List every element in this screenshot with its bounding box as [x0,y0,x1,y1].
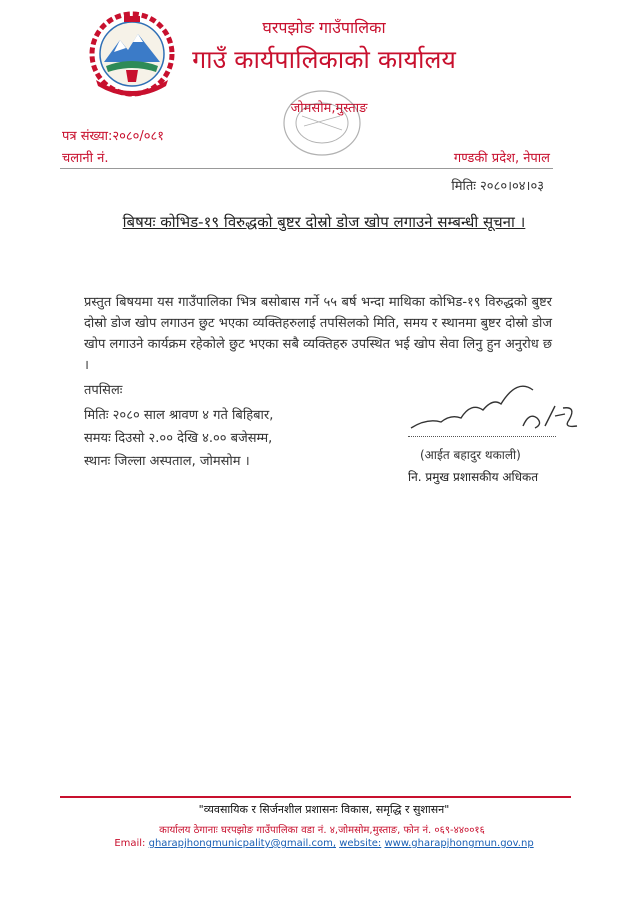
subject-line: बिषयः कोभिड-१९ विरुद्धको बुष्टर दोस्रो डोज खोप लगाउने सम्बन्धी सूचना । [122,213,526,231]
body-paragraph: प्रस्तुत बिषयमा यस गाउँपालिका भित्र बसोबास गर्ने ५५ बर्ष भन्दा माथिका कोभिड-१९ विरुद्धको बुष्टर दोस्रो डोज खोप लगाउन छुट भएका व्यक्तिहरुलाई तपसिलको मिति, समय र स्थानमा बुष्टर दोस्रो डोज खोप लगाउने कार्यक्रम रहेकोले छुट भएका सबै व्यक्तिहरु उपस्थित भई खोप सेवा लिनु हुन अनुरोध छ । [84,295,552,373]
dispatch-number: चलानी नं. [62,151,109,166]
footer-contact [0,838,638,849]
footer-address: कार्यालय ठेगानाः घरपझोङ गाउँपालिका वडा नं. ४,जोमसोम,मुस्ताङ, फोन नं. ०६९-४४००१६ [159,825,485,836]
letter-date: मितिः २०८०।०४।०३ [451,179,544,194]
detail-time: समयः दिउसो २.०० देखि ४.०० बजेसम्म, [84,431,273,446]
email-link[interactable]: gharapjhongmunicpality@gmail.com, [148,838,336,849]
province: गण्डकी प्रदेश, नेपाल [453,151,550,166]
office-seal-stamp-icon [280,86,364,160]
website-label: website: [339,838,382,849]
office-location: जोमसोम,मुस्ताङ [290,101,368,116]
handwritten-signature [405,372,583,432]
office-name: गाउँ कार्यपालिकाको कार्यालय [192,45,456,74]
signature-line [408,436,556,437]
details-label: तपसिलः [84,383,123,398]
website-link[interactable]: www.gharapjhongmun.gov.np [384,838,534,849]
footer-divider [60,796,571,798]
signer-title: नि. प्रमुख प्रशासकीय अधिकत [408,470,539,484]
email-label: Email: [114,838,146,849]
detail-venue: स्थानः जिल्ला अस्पताल, जोमसोम । [84,454,250,469]
reference-number: पत्र संख्या:२०८०/०८१ [62,129,165,144]
org-name: घरपझोङ गाउँपालिका [262,18,386,37]
footer-motto: "व्यवसायिक र सिर्जनशील प्रशासनः विकास, समृद्धि र सुशासन" [198,803,450,816]
header-divider [60,168,553,169]
detail-date: मितिः २०८० साल श्रावण ४ गते बिहिबार, [84,408,274,423]
signer-name: (आईत बहादुर थकाली) [420,448,521,462]
